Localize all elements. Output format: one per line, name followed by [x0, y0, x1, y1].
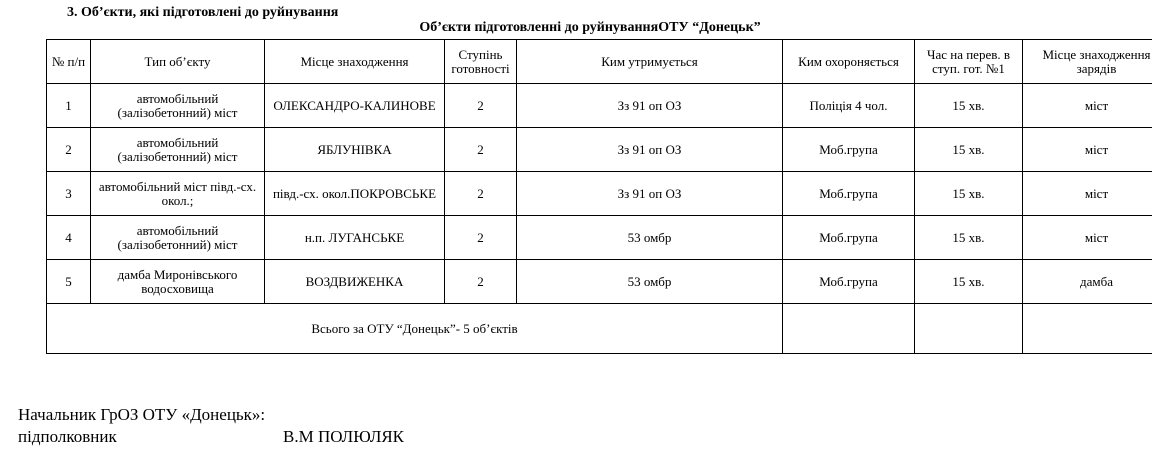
cell-location: н.п. ЛУГАНСЬКЕ: [265, 216, 445, 260]
cell-guarded-by: Моб.група: [783, 172, 915, 216]
cell-transfer-time: 15 хв.: [915, 260, 1023, 304]
cell-object-type: дамба Миронівського водосховища: [91, 260, 265, 304]
cell-readiness: 2: [445, 84, 517, 128]
header-object-type: Тип об’єкту: [91, 40, 265, 84]
header-location: Місце знаходження: [265, 40, 445, 84]
cell-number: 2: [47, 128, 91, 172]
cell-guarded-by: Моб.група: [783, 128, 915, 172]
cell-object-type: автомобільний (залізобетонний) міст: [91, 216, 265, 260]
cell-held-by: Зз 91 оп ОЗ: [517, 128, 783, 172]
table-title: Об’єкти підготовленні до руйнуванняОТУ “Донецьк”: [419, 20, 761, 35]
total-empty-cell: [783, 304, 915, 354]
cell-charges-location: міст: [1023, 172, 1152, 216]
cell-transfer-time: 15 хв.: [915, 128, 1023, 172]
cell-object-type: автомобільний (залізобетонний) міст: [91, 84, 265, 128]
cell-guarded-by: Моб.група: [783, 260, 915, 304]
total-empty-cell: [1023, 304, 1152, 354]
cell-charges-location: міст: [1023, 216, 1152, 260]
header-transfer-time: Час на перев. в ступ. гот. №1: [915, 40, 1023, 84]
cell-number: 4: [47, 216, 91, 260]
table-row: [47, 172, 1152, 216]
cell-number: 3: [47, 172, 91, 216]
cell-object-type: автомобільний міст півд.-сх. окол.;: [91, 172, 265, 216]
cell-charges-location: дамба: [1023, 260, 1152, 304]
cell-held-by: Зз 91 оп ОЗ: [517, 84, 783, 128]
cell-transfer-time: 15 хв.: [915, 216, 1023, 260]
cell-readiness: 2: [445, 172, 517, 216]
header-readiness: Ступінь готовності: [445, 40, 517, 84]
cell-guarded-by: Поліція 4 чол.: [783, 84, 915, 128]
cell-location: півд.-сх. окол.ПОКРОВСЬКЕ: [265, 172, 445, 216]
header-number: № п/п: [47, 40, 91, 84]
cell-charges-location: міст: [1023, 84, 1152, 128]
cell-transfer-time: 15 хв.: [915, 172, 1023, 216]
cell-transfer-time: 15 хв.: [915, 84, 1023, 128]
table-row: [47, 84, 1152, 128]
cell-readiness: 2: [445, 216, 517, 260]
cell-held-by: 53 омбр: [517, 260, 783, 304]
section-heading: 3. Об’єкти, які підготовлені до руйнування: [67, 5, 339, 20]
table-total-row: [47, 304, 1152, 354]
table-row: [47, 260, 1152, 304]
cell-number: 1: [47, 84, 91, 128]
cell-object-type: автомобільний (залізобетонний) міст: [91, 128, 265, 172]
signature-name: В.М ПОЛЮЛЯК: [283, 427, 405, 446]
cell-held-by: 53 омбр: [517, 216, 783, 260]
cell-readiness: 2: [445, 128, 517, 172]
total-label: Всього за ОТУ “Донецьк”- 5 об’єктів: [47, 304, 783, 354]
header-held-by: Ким утримується: [517, 40, 783, 84]
signature-rank: підполковник: [18, 427, 117, 446]
cell-charges-location: міст: [1023, 128, 1152, 172]
header-guarded-by: Ким охороняється: [783, 40, 915, 84]
table-row: [47, 216, 1152, 260]
cell-location: ВОЗДВИЖЕНКА: [265, 260, 445, 304]
cell-number: 5: [47, 260, 91, 304]
table-row: [47, 128, 1152, 172]
cell-location: ОЛЕКСАНДРО-КАЛИНОВЕ: [265, 84, 445, 128]
objects-table: [46, 39, 1152, 354]
header-charges-location: Місце знаходження зарядів: [1023, 40, 1152, 84]
cell-held-by: Зз 91 оп ОЗ: [517, 172, 783, 216]
cell-location: ЯБЛУНІВКА: [265, 128, 445, 172]
table-header-row: [47, 40, 1152, 84]
total-empty-cell: [915, 304, 1023, 354]
signature-position: Начальник ГрОЗ ОТУ «Донецьк»:: [18, 405, 266, 424]
cell-guarded-by: Моб.група: [783, 216, 915, 260]
cell-readiness: 2: [445, 260, 517, 304]
